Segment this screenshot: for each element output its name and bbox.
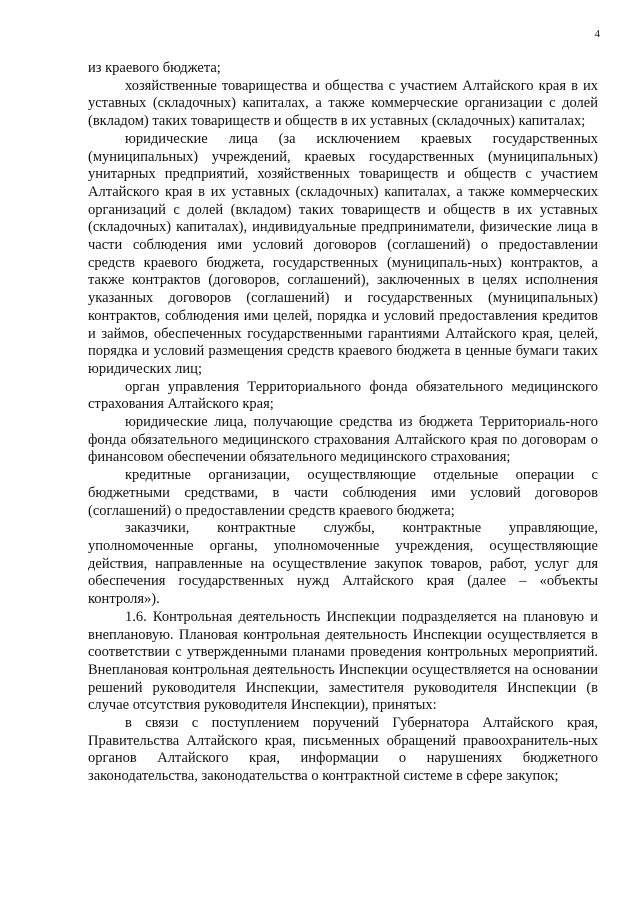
paragraph-budget-tail: из краевого бюджета; bbox=[88, 60, 221, 76]
paragraph-customers: заказчики, контрактные службы, контрактные управляющие, уполномоченные органы, уполномоченные учреждения, осуществляющие действия, направленные на осуществление закупок товаров, работ, услуг для обеспечения государственных нужд Алтайского края (далее – «объекты контроля»). bbox=[88, 520, 598, 608]
paragraph-fund-recipients: юридические лица, получающие средства из бюджета Территориаль-ного фонда обязательного медицинского страхования Алтайского края по договорам о финансовом обеспечении обязательного медицинского страхования; bbox=[88, 414, 598, 466]
paragraph-section-1-6: 1.6. Контрольная деятельность Инспекции подразделяется на плановую и внеплановую. Плановая контрольная деятельность Инспекции осуществляется в соответствии с утвержденными планами проведения контрольных мероприятий. Внеплановая контрольная деятельность Инспекции осуществляется на основании решений руководителя Инспекции, заместителя руководителя Инспекции (в случае отсутствия руководителя Инспекции), принятых: bbox=[88, 608, 598, 714]
page-number: 4 bbox=[594, 28, 600, 40]
document-body bbox=[88, 60, 598, 786]
paragraph-business-partnerships: хозяйственные товарищества и общества с участием Алтайского края в их уставных (складочных) капиталах, а также коммерческие организации с долей (вкладом) таких товариществ и обществ в их уставных (складочных) капиталах; bbox=[88, 77, 598, 130]
paragraph-credit-organizations: кредитные организации, осуществляющие отдельные операции с бюджетными средствами, в части соблюдения ими условий договоров (соглашений) о предоставлении средств краевого бюджета; bbox=[88, 467, 598, 519]
paragraph-legal-entities: юридические лица (за исключением краевых государственных (муниципальных) учреждений, краевых государственных (муниципальных) унитарных предприятий, хозяйственных товариществ и обществ с участием Алтайского края в их уставных (складочных) капиталах, а также коммерческих организаций с долей (вкладом) таких товариществ и обществ в их уставных (складочных) капиталах), индивидуальные предприниматели, физические лица в части соблюдения ими условий договоров (соглашений) о предоставлении средств краевого бюджета, государственных (муниципаль-ных) контрактов, а также контрактов (договоров, соглашений), заключенных в целях исполнения указанных договоров (соглашений) и государственных (муниципальных) контрактов, соблюдения ими целей, порядка и условий предоставления кредитов и займов, обеспеченных государственными гарантиями Алтайского края, целей, порядка и условий размещения средств краевого бюджета в ценные бумаги таких юридических лиц; bbox=[88, 130, 598, 377]
paragraph-insurance-fund-body: орган управления Территориального фонда обязательного медицинского страхования Алтайского края; bbox=[88, 378, 598, 413]
paragraph-unscheduled-grounds: в связи с поступлением поручений Губернатора Алтайского края, Правительства Алтайского края, письменных обращений правоохранитель-ных органов Алтайского края, информации о нарушениях бюджетного законодательства, законодательства о контрактной системе в сфере закупок; bbox=[88, 715, 598, 785]
